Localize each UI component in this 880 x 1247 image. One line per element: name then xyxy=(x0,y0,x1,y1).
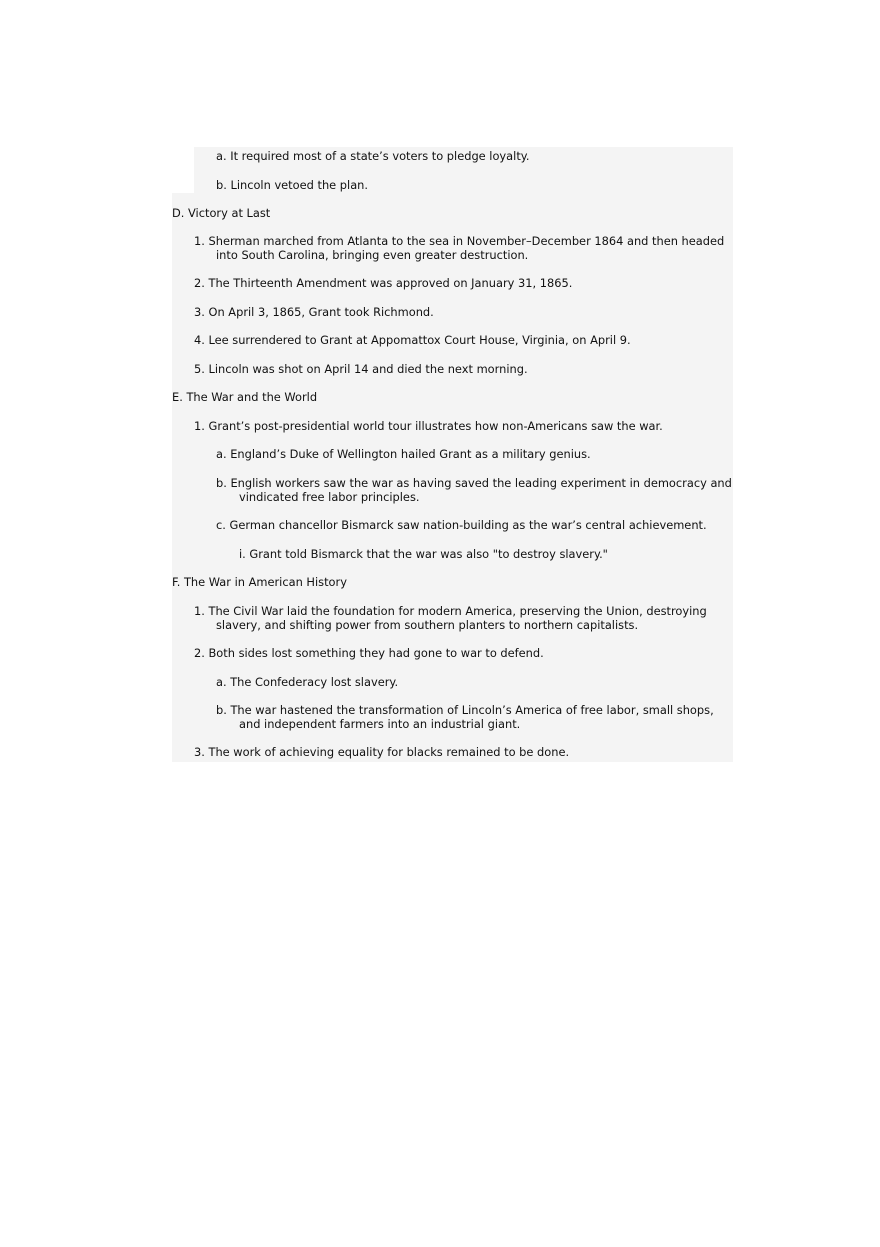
outline-item-level2: c. German chancellor Bismarck saw nation-building as the war’s central achievement. xyxy=(216,518,707,532)
outline-item-continuation: and independent farmers into an industrial giant. xyxy=(239,717,521,731)
outline-item-level2: b. English workers saw the war as having saved the leading experiment in democracy and xyxy=(216,476,732,490)
outline-item-level1: 2. Both sides lost something they had gone to war to defend. xyxy=(194,646,544,660)
outline-item-level2: a. England’s Duke of Wellington hailed Grant as a military genius. xyxy=(216,447,591,461)
outline-heading-level0: F. The War in American History xyxy=(172,575,347,589)
outline-item-level1: 1. The Civil War laid the foundation for modern America, preserving the Union, destroying xyxy=(194,604,707,618)
outline-heading-level0: D. Victory at Last xyxy=(172,206,271,220)
outline-item-continuation: vindicated free labor principles. xyxy=(239,490,420,504)
outline-item-level3: i. Grant told Bismarck that the war was also "to destroy slavery." xyxy=(239,547,608,561)
outline-item-level1: 1. Grant’s post-presidential world tour illustrates how non-Americans saw the war. xyxy=(194,419,663,433)
outline-item-level2: b. Lincoln vetoed the plan. xyxy=(216,178,369,192)
outline-item-continuation: into South Carolina, bringing even greater destruction. xyxy=(216,248,529,262)
outline-item-level1: 3. The work of achieving equality for blacks remained to be done. xyxy=(194,745,570,759)
outline-item-level2: b. The war hastened the transformation of Lincoln’s America of free labor, small shops, xyxy=(216,703,714,717)
outline-item-level2: a. The Confederacy lost slavery. xyxy=(216,675,399,689)
outline-item-level1: 4. Lee surrendered to Grant at Appomattox Court House, Virginia, on April 9. xyxy=(194,333,631,347)
outline-item-level1: 2. The Thirteenth Amendment was approved on January 31, 1865. xyxy=(194,276,573,290)
outline-item-level1: 5. Lincoln was shot on April 14 and died the next morning. xyxy=(194,362,528,376)
outline-item-level2: a. It required most of a state’s voters to pledge loyalty. xyxy=(216,149,530,163)
outline-item-continuation: slavery, and shifting power from southern planters to northern capitalists. xyxy=(216,618,639,632)
outline-heading-level0: E. The War and the World xyxy=(172,390,318,404)
outline-item-level1: 1. Sherman marched from Atlanta to the sea in November–December 1864 and then headed xyxy=(194,234,725,248)
outline-item-level1: 3. On April 3, 1865, Grant took Richmond. xyxy=(194,305,434,319)
